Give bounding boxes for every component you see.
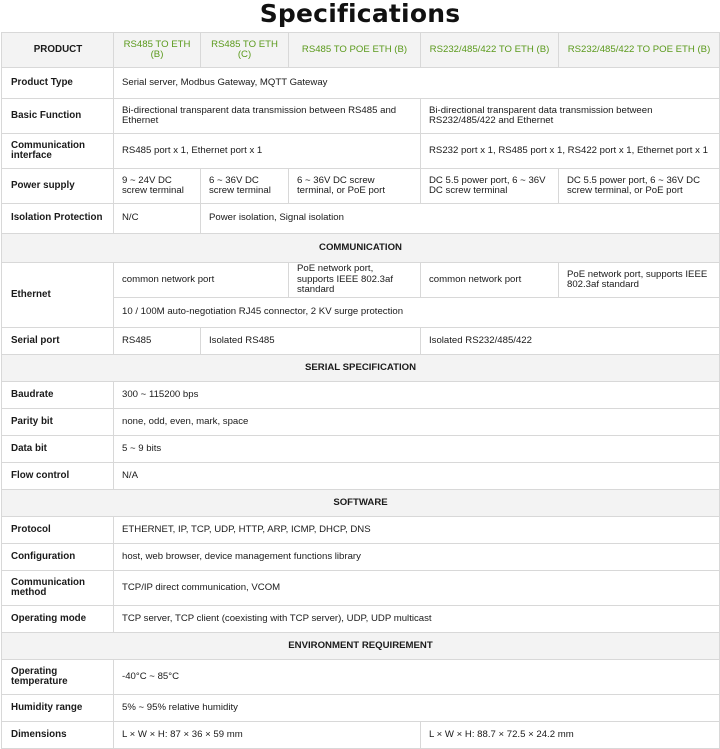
ethernet-row — [2, 263, 720, 298]
isolation-value: N/C — [114, 204, 201, 234]
row-label: Communication interface — [2, 134, 114, 169]
serial-port-row — [2, 328, 720, 355]
operating-mode-value: TCP server, TCP client (coexisting with TCP server), UDP, UDP multicast — [114, 606, 720, 633]
row-label: Basic Function — [2, 99, 114, 134]
product-rs232-poe-eth-b: RS232/485/422 TO POE ETH (B) — [559, 33, 720, 68]
serial-port-value: Isolated RS232/485/422 — [421, 328, 720, 355]
product-header-row — [2, 33, 720, 68]
row-label: Product Type — [2, 68, 114, 99]
dimensions-rs232: L × W × H: 88.7 × 72.5 × 24.2 mm — [421, 722, 720, 749]
baudrate-value: 300 ~ 115200 bps — [114, 382, 720, 409]
row-label: Ethernet — [2, 263, 114, 328]
comm-interface-rs485: RS485 port x 1, Ethernet port x 1 — [114, 134, 421, 169]
product-rs485-eth-b: RS485 TO ETH (B) — [114, 33, 201, 68]
humidity-value: 5% ~ 95% relative humidity — [114, 695, 720, 722]
dimensions-row — [2, 722, 720, 749]
basic-function-rs485: Bi-directional transparent data transmission between RS485 and Ethernet — [114, 99, 421, 134]
operating-temperature-row — [2, 660, 720, 695]
ethernet-value: common network port — [421, 263, 559, 298]
section-title: ENVIRONMENT REQUIREMENT — [2, 633, 720, 660]
product-type-row — [2, 68, 720, 99]
section-title: COMMUNICATION — [2, 234, 720, 263]
comm-method-value: TCP/IP direct communication, VCOM — [114, 571, 720, 606]
data-bit-value: 5 ~ 9 bits — [114, 436, 720, 463]
section-title: SOFTWARE — [2, 490, 720, 517]
communication-interface-row — [2, 134, 720, 169]
row-label: Serial port — [2, 328, 114, 355]
product-rs232-eth-b: RS232/485/422 TO ETH (B) — [421, 33, 559, 68]
row-label: Humidity range — [2, 695, 114, 722]
comm-interface-rs232: RS232 port x 1, RS485 port x 1, RS422 port x 1, Ethernet port x 1 — [421, 134, 720, 169]
serial-port-value: RS485 — [114, 328, 201, 355]
power-supply-value: 6 ~ 36V DC screw terminal, or PoE port — [289, 169, 421, 204]
power-supply-value: 6 ~ 36V DC screw terminal — [201, 169, 289, 204]
section-communication — [2, 234, 720, 263]
ethernet-value: common network port — [114, 263, 289, 298]
basic-function-row — [2, 99, 720, 134]
section-environment — [2, 633, 720, 660]
configuration-value: host, web browser, device management functions library — [114, 544, 720, 571]
product-type-value: Serial server, Modbus Gateway, MQTT Gateway — [114, 68, 720, 99]
power-supply-value: 9 ~ 24V DC screw terminal — [114, 169, 201, 204]
section-serial-specification — [2, 355, 720, 382]
power-supply-value: DC 5.5 power port, 6 ~ 36V DC screw terminal, or PoE port — [559, 169, 720, 204]
protocol-row — [2, 517, 720, 544]
flow-control-value: N/A — [114, 463, 720, 490]
ethernet-value: PoE network port, supports IEEE 802.3af standard — [289, 263, 421, 298]
parity-value: none, odd, even, mark, space — [114, 409, 720, 436]
product-rs485-eth-c: RS485 TO ETH (C) — [201, 33, 289, 68]
product-header-label: PRODUCT — [2, 33, 114, 68]
power-supply-row — [2, 169, 720, 204]
row-label: Operating temperature — [2, 660, 114, 695]
specifications-table — [1, 32, 720, 749]
baudrate-row — [2, 382, 720, 409]
row-label: Configuration — [2, 544, 114, 571]
flow-control-row — [2, 463, 720, 490]
humidity-row — [2, 695, 720, 722]
data-bit-row — [2, 436, 720, 463]
row-label: Power supply — [2, 169, 114, 204]
operating-temperature-value: -40°C ~ 85°C — [114, 660, 720, 695]
page-title: Specifications — [259, 0, 461, 28]
row-label: Operating mode — [2, 606, 114, 633]
row-label: Protocol — [2, 517, 114, 544]
row-label: Communication method — [2, 571, 114, 606]
protocol-value: ETHERNET, IP, TCP, UDP, HTTP, ARP, ICMP, DHCP, DNS — [114, 517, 720, 544]
parity-row — [2, 409, 720, 436]
isolation-row — [2, 204, 720, 234]
configuration-row — [2, 544, 720, 571]
section-title: SERIAL SPECIFICATION — [2, 355, 720, 382]
row-label: Data bit — [2, 436, 114, 463]
communication-method-row — [2, 571, 720, 606]
ethernet-value: PoE network port, supports IEEE 802.3af standard — [559, 263, 720, 298]
row-label: Flow control — [2, 463, 114, 490]
power-supply-value: DC 5.5 power port, 6 ~ 36V DC screw terminal — [421, 169, 559, 204]
isolation-value: Power isolation, Signal isolation — [201, 204, 720, 234]
serial-port-value: Isolated RS485 — [201, 328, 421, 355]
dimensions-rs485: L × W × H: 87 × 36 × 59 mm — [114, 722, 421, 749]
product-rs485-poe-eth-b: RS485 TO POE ETH (B) — [289, 33, 421, 68]
row-label: Baudrate — [2, 382, 114, 409]
section-software — [2, 490, 720, 517]
row-label: Parity bit — [2, 409, 114, 436]
row-label: Isolation Protection — [2, 204, 114, 234]
row-label: Dimensions — [2, 722, 114, 749]
ethernet-common-value: 10 / 100M auto-negotiation RJ45 connector, 2 KV surge protection — [114, 298, 720, 328]
basic-function-rs232: Bi-directional transparent data transmission between RS232/485/422 and Ethernet — [421, 99, 720, 134]
operating-mode-row — [2, 606, 720, 633]
